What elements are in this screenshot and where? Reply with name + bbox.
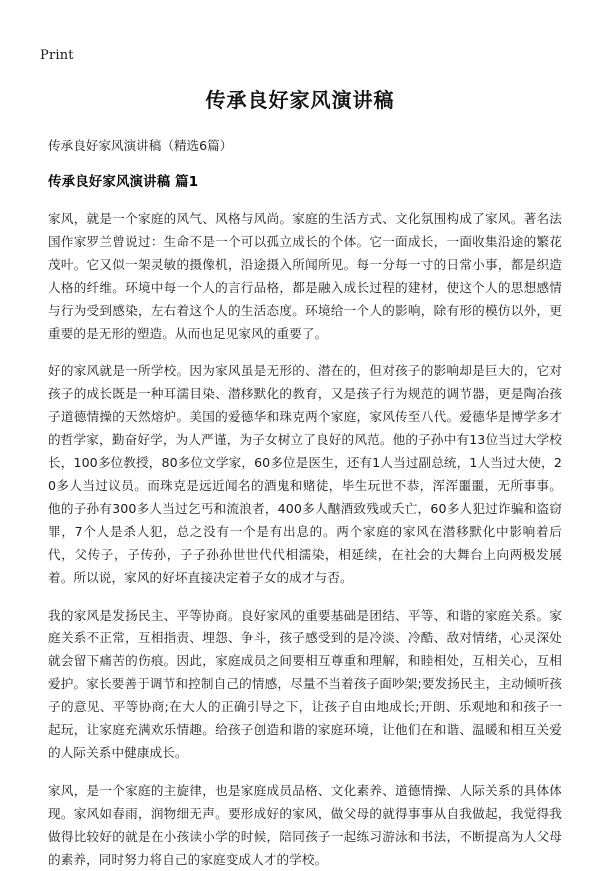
print-button[interactable]: Print (40, 48, 74, 63)
document-subtitle: 传承良好家风演讲稿（精选6篇） (48, 138, 233, 153)
body-paragraph: 家风，是一个家庭的主旋律，也是家庭成员品格、文化素养、道德情操、人际关系的具体体现。家风如春雨，润物细无声。要形成好的家风，做父母的就得事事从自我做起，我觉得我做得比较好的就是在小孩读小学的时候，陪同孩子一起练习游泳和书法，不断提高为人父母的素养，同时努力将自己的家庭变成人才的学校。 (48, 782, 562, 867)
document-content (0, 137, 600, 871)
body-paragraph: 家风，就是一个家庭的风气、风格与风尚。家庭的生活方式、文化氛围构成了家风。著名法国作家罗兰曾说过：生命不是一个可以孤立成长的个体。它一面成长，一面收集沿途的繁花茂叶。它又似一架灵敏的摄像机，沿途摄入所闻所见。每一分每一寸的日常小事，都是织造人格的纤维。环境中每一个人的言行品格，都是融入成长过程的建材，使这个人的思想感情与行为受到感染，左右着这个人的生活态度。环境给一个人的影响，除有形的模仿以外，更重要的是无形的塑造。从而也足见家风的重要了。 (48, 211, 562, 341)
print-toolbar (0, 0, 600, 64)
page-title: 传承良好家风演讲稿 (205, 88, 395, 112)
section-heading: 传承良好家风演讲稿 篇1 (48, 174, 199, 190)
body-paragraph: 好的家风就是一所学校。因为家风虽是无形的、潜在的，但对孩子的影响却是巨大的，它对孩子的成长既是一种耳濡目染、潜移默化的教育，又是孩子行为规范的调节器，更是陶冶孩子道德情操的天然熔炉。美国的爱德华和珠克两个家庭，家风传至八代。爱德华是博学多才的哲学家，勤奋好学，为人严谨，为子女树立了良好的风范。他的子孙中有13位当过大学校长，100多位教授，80多位文学家，60多位是医生，还有1人当过副总统，1人当过大使，20多人当过议员。而珠克是远近闻名的酒鬼和赌徒，毕生玩世不恭，浑浑噩噩，无所事事。他的子孙有300多人当过乞丐和流浪者，400多人酗酒致残或夭亡，60多人犯过诈骗和盗窃罪，7个人是杀人犯，总之没有一个是有出息的。两个家庭的家风在潜移默化中影响着后代，父传子，子传孙，子子孙孙世世代代相濡染，相延续，在社会的大舞台上向两极发展着。所以说，家风的好坏直接决定着子女的成才与否。 (48, 363, 562, 585)
body-paragraph: 我的家风是发扬民主、平等协商。良好家风的重要基础是团结、平等、和谐的家庭关系。家庭关系不正常，互相指责、埋怨、争斗，孩子感受到的是冷淡、冷酷、敌对情绪，心灵深处就会留下痛苦的伤痕。因此，家庭成员之间要相互尊重和理解，和睦相处，互相关心，互相爱护。家长要善于调节和控制自己的情感，尽量不当着孩子面吵架;要发扬民主，主动倾听孩子的意见、平等协商;在大人的正确引导之下，让孩子自由地成长;开朗、乐观地和和孩子一起玩，让家庭充满欢乐情趣。给孩子创造和谐的家庭环境，让他们在和谐、温暖和相互关爱的人际关系中健康成长。 (48, 607, 562, 760)
